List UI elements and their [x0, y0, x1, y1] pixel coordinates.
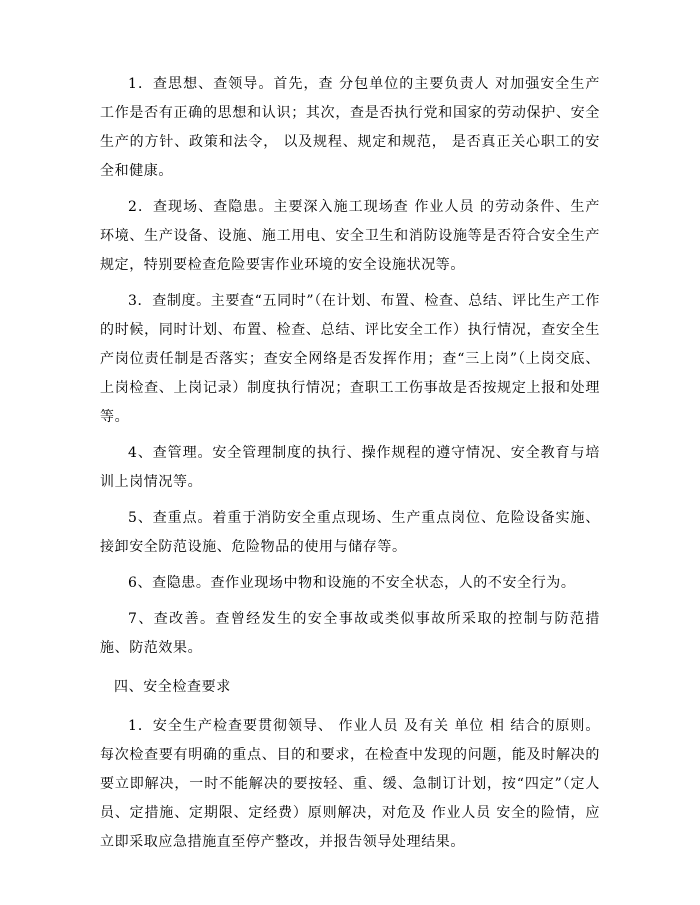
- paragraph-check-improvement: 7、查改善。查曾经发生的安全事故或类似事故所采取的控制与防范措施、防范效果。: [100, 611, 600, 656]
- paragraph-check-management: 4、查管理。安全管理制度的执行、操作规程的遵守情况、安全教育与培训上岗情况等。: [100, 445, 600, 490]
- paragraph-check-keypoints: 5、查重点。着重于消防安全重点现场、生产重点岗位、危险设备实施、接卸安全防范设施、危险物品的使用与储存等。: [100, 510, 600, 555]
- paragraph-check-thought: 1．查思想、查领导。首先，查 分包单位的主要负责人 对加强安全生产工作是否有正确的思想和认识；其次，查是否执行党和国家的劳动保护、安全生产的方针、政策和法令， 以及规程、规定和规范， 是否真正关心职工的安全和健康。: [100, 76, 600, 179]
- paragraph-check-system: 3．查制度。主要查“五同时”（在计划、布置、检查、总结、评比生产工作的时候，同时计划、布置、检查、总结、评比安全工作）执行情况，查安全生产岗位责任制是否落实；查安全网络是否发挥作用；查“三上岗”（上岗交底、上岗检查、上岗记录）制度执行情况；查职工工伤事故是否按规定上报和处理等。: [100, 293, 600, 425]
- paragraph-check-hazards: 6、查隐患。查作业现场中物和设施的不安全状态，人的不安全行为。: [128, 575, 576, 591]
- section-heading-inspection-requirements: 四、安全检查要求: [114, 679, 231, 695]
- paragraph-check-site: 2．查现场、查隐患。主要深入施工现场查 作业人员 的劳动条件、生产环境、生产设备、设施、施工用电、安全卫生和消防设施等是否符合安全生产规定，特别要检查危险要害作业环境的安全设施状况等。: [100, 199, 600, 273]
- paragraph-inspection-principles: 1．安全生产检查要贯彻领导、 作业人员 及有关 单位 相 结合的原则。每次检查要有明确的重点、目的和要求，在检查中发现的问题，能及时解决的要立即解决，一时不能解决的要按轻、重、缓、急制订计划，按“四定”（定人员、定措施、定期限、定经费）原则解决，对危及 作业人员 安全的险情，应立即采取应急措施直至停产整改，并报告领导处理结果。: [100, 718, 600, 850]
